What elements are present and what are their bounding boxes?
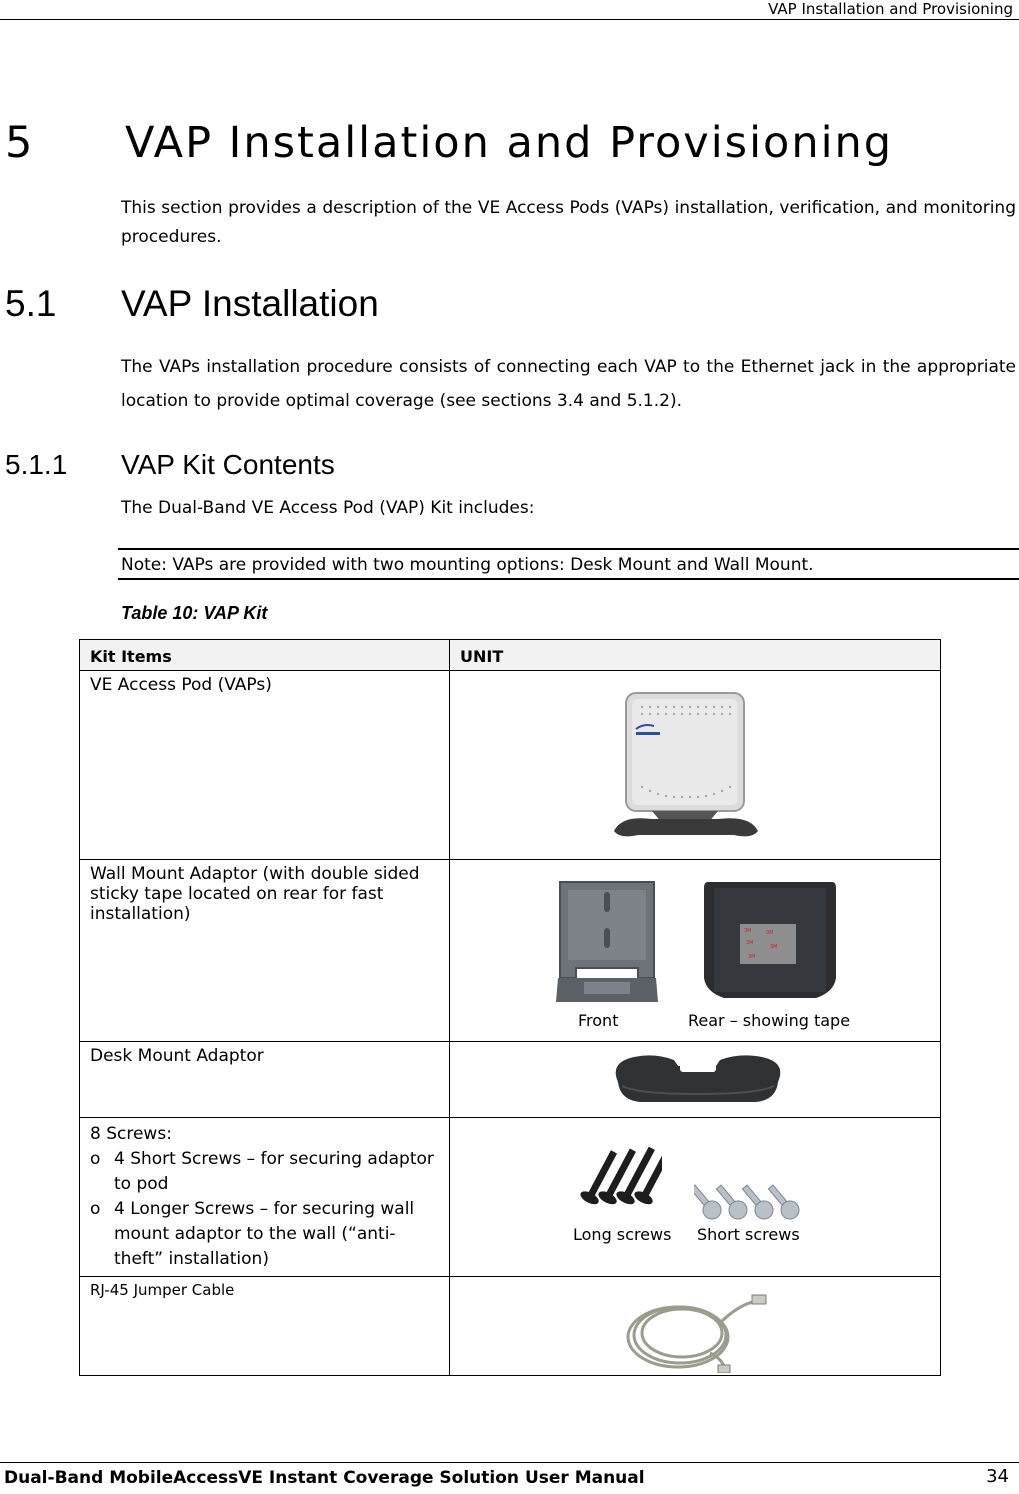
table-row xyxy=(80,1118,941,1277)
screws-title: 8 Screws: xyxy=(90,1124,172,1144)
header-unit: UNIT xyxy=(450,640,941,671)
vap-device-image xyxy=(612,691,772,841)
subsection-text: The Dual-Band VE Access Pod (VAP) Kit includes: xyxy=(121,498,535,518)
header-rule xyxy=(0,19,1019,20)
subsection-title: VAP Kit Contents xyxy=(121,449,335,480)
header-kit-items: Kit Items xyxy=(80,640,450,671)
note-box: Note: VAPs are provided with two mounting options: Desk Mount and Wall Mount. xyxy=(118,548,1019,580)
row-screws-label-cell xyxy=(80,1118,450,1277)
chapter-number: 5 xyxy=(5,118,35,168)
short-screws-image xyxy=(694,1164,810,1224)
row-desk-image-cell xyxy=(450,1042,941,1118)
row-vap-image-cell xyxy=(450,671,941,860)
screws-list xyxy=(90,1147,439,1272)
row-wall-label: Wall Mount Adaptor (with double sided sticky tape located on rear for fast installation) xyxy=(80,860,450,1042)
svg-text:3M: 3M xyxy=(766,930,774,936)
svg-text:3M: 3M xyxy=(744,928,752,934)
subsection-heading xyxy=(5,449,335,481)
desk-mount-image xyxy=(608,1052,788,1108)
table-row xyxy=(80,671,941,860)
svg-text:3M: 3M xyxy=(746,940,754,946)
short-screws-label: Short screws xyxy=(697,1225,800,1244)
table-header-row xyxy=(80,640,941,671)
section-text: The VAPs installation procedure consists of connecting each VAP to the Ethernet jack in the appropriate location to provide optimal coverage (see sections 3.4 and 5.1.2). xyxy=(121,357,1016,411)
screws-long-text: 4 Longer Screws – for securing wall mount adaptor to the wall (“anti-theft” installation) xyxy=(114,1199,415,1269)
svg-text:3M: 3M xyxy=(748,954,756,960)
section-title: VAP Installation xyxy=(121,283,379,324)
wall-rear-label: Rear – showing tape xyxy=(688,1011,851,1030)
row-desk-label: Desk Mount Adaptor xyxy=(80,1042,450,1118)
long-screws-label: Long screws xyxy=(573,1225,672,1244)
kit-table xyxy=(79,639,941,1376)
row-cable-label: RJ-45 Jumper Cable xyxy=(80,1277,450,1376)
row-wall-image-cell xyxy=(450,860,941,1042)
screws-short-text: 4 Short Screws – for securing adaptor to pod xyxy=(114,1149,434,1194)
chapter-intro: This section provides a description of the VE Access Pods (VAPs) installation, verification, and monitoring procedures. xyxy=(121,198,1016,247)
table-row xyxy=(80,1277,941,1376)
wall-mount-front-image xyxy=(554,878,660,1006)
section-number: 5.1 xyxy=(5,283,57,324)
table-row xyxy=(80,860,941,1042)
rj45-cable-image xyxy=(620,1283,770,1373)
wall-front-label: Front xyxy=(578,1011,619,1030)
row-screws-image-cell xyxy=(450,1118,941,1277)
long-screws-image xyxy=(570,1138,662,1214)
row-cable-image-cell xyxy=(450,1277,941,1376)
wall-mount-rear-image xyxy=(700,878,840,1006)
row-vap-label: VE Access Pod (VAPs) xyxy=(80,671,450,860)
bullet-icon: o xyxy=(90,1199,101,1219)
table-row xyxy=(80,1042,941,1118)
chapter-heading xyxy=(5,118,893,168)
subsection-number: 5.1.1 xyxy=(5,449,68,480)
table-caption: Table 10: VAP Kit xyxy=(121,603,268,623)
footer-title: Dual-Band MobileAccessVE Instant Coverage Solution User Manual xyxy=(4,1468,645,1488)
page-number: 34 xyxy=(986,1466,1009,1487)
section-heading xyxy=(5,283,379,325)
list-item xyxy=(90,1197,439,1272)
chapter-title: VAP Installation and Provisioning xyxy=(125,118,894,168)
bullet-icon: o xyxy=(90,1149,101,1169)
running-header: VAP Installation and Provisioning xyxy=(768,0,1013,18)
footer-rule xyxy=(0,1462,1019,1463)
list-item xyxy=(90,1147,439,1197)
svg-text:3M: 3M xyxy=(770,944,778,950)
